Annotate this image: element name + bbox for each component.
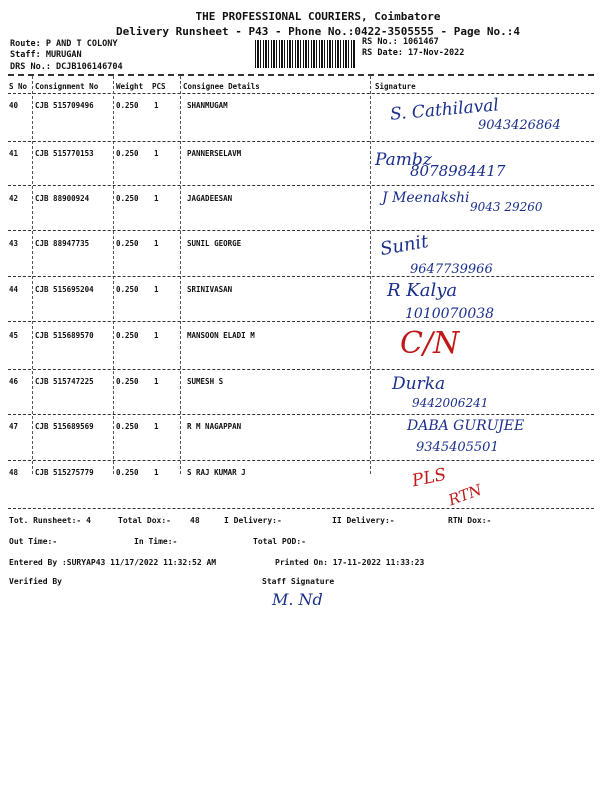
verified-by-label: Verified By: [9, 577, 62, 586]
row-pcs: 1: [154, 285, 159, 294]
row-signature-note: RTN: [445, 480, 485, 510]
company-name: THE PROFESSIONAL COURIERS, Coimbatore: [195, 10, 441, 23]
row-weight: 0.250: [116, 194, 139, 203]
row-consignment-no: CJB 515709496: [35, 101, 94, 110]
row-signature-phone: 9647739966: [410, 262, 493, 277]
col-header-pcs: PCS: [152, 82, 166, 91]
row-signature-name: Sunit: [378, 230, 430, 261]
row-signature-name: Durka: [392, 374, 446, 394]
row-consignee: S RAJ KUMAR J: [187, 468, 246, 477]
row-consignment-no: CJB 515695204: [35, 285, 94, 294]
entered-by: Entered By :SURYAP43 11/17/2022 11:32:52 AM: [9, 558, 217, 567]
col-header-signature: Signature: [375, 82, 416, 91]
row-divider: [8, 321, 594, 322]
row-signature-phone: 9043 29260: [470, 200, 543, 214]
row-pcs: 1: [154, 239, 159, 248]
out-time-label: Out Time:-: [9, 537, 58, 546]
barcode: [255, 40, 355, 68]
row-signature-name: DABA GURUJEE: [407, 418, 525, 434]
row-signature-phone: 1010070038: [405, 306, 495, 322]
row-consignment-no: CJB 515275779: [35, 468, 94, 477]
row-consignee: SHANMUGAM: [187, 101, 228, 110]
row-weight: 0.250: [116, 468, 139, 477]
row-signature-name: J Meenakshi: [382, 190, 470, 206]
row-weight: 0.250: [116, 331, 139, 340]
row-consignee: R M NAGAPPAN: [187, 422, 242, 431]
row-pcs: 1: [154, 377, 159, 386]
row-pcs: 1: [154, 101, 159, 110]
row-consignment-no: CJB 515689570: [35, 331, 94, 340]
row-pcs: 1: [154, 422, 159, 431]
in-time-label: In Time:-: [134, 537, 178, 546]
row-divider: [8, 185, 594, 186]
row-weight: 0.250: [116, 149, 139, 158]
total-pod-label: Total POD:-: [253, 537, 306, 546]
row-sno: 43: [9, 239, 19, 248]
row-divider: [8, 414, 594, 415]
ii-delivery-label: II Delivery:-: [332, 516, 395, 525]
row-weight: 0.250: [116, 101, 139, 110]
i-delivery-label: I Delivery:-: [224, 516, 282, 525]
row-consignment-no: CJB 88900924: [35, 194, 90, 203]
row-consignment-no: CJB 515747225: [35, 377, 94, 386]
row-consignment-no: CJB 88947735: [35, 239, 90, 248]
row-weight: 0.250: [116, 239, 139, 248]
rs-date: RS Date: 17-Nov-2022: [362, 48, 465, 58]
row-sno: 44: [9, 285, 19, 294]
staff-label: Staff: MURUGAN: [10, 50, 82, 60]
rs-number: RS No.: 1061467: [362, 37, 439, 47]
row-consignment-no: CJB 515689569: [35, 422, 94, 431]
row-signature-name: S. Cathilaval: [389, 95, 500, 125]
col-header-consignment: Consignment No: [35, 82, 99, 91]
header-divider: [8, 74, 594, 76]
row-signature-name: R Kalya: [387, 280, 458, 301]
row-sno: 46: [9, 377, 19, 386]
row-sno: 47: [9, 422, 19, 431]
row-sno: 48: [9, 468, 19, 477]
drs-number: DRS No.: DCJB106146704: [10, 62, 123, 72]
runsheet-title: Delivery Runsheet - P43 - Phone No.:0422-3505555 - Page No.:4: [116, 25, 520, 38]
row-divider: [8, 369, 594, 370]
row-pcs: 1: [154, 194, 159, 203]
row-consignee: SUMESH S: [187, 377, 224, 386]
row-divider: [8, 230, 594, 231]
row-consignee: SUNIL GEORGE: [187, 239, 242, 248]
row-consignee: MANSOON ELADI M: [187, 331, 255, 340]
row-weight: 0.250: [116, 285, 139, 294]
staff-signature-label: Staff Signature: [262, 577, 335, 586]
total-dox-label: Total Dox:-: [118, 516, 171, 525]
row-signature-phone: 9345405501: [416, 440, 499, 455]
row-pcs: 1: [154, 331, 159, 340]
row-sno: 40: [9, 101, 19, 110]
row-weight: 0.250: [116, 422, 139, 431]
row-pcs: 1: [154, 149, 159, 158]
row-sno: 41: [9, 149, 19, 158]
col-header-sno: S No: [9, 82, 28, 91]
total-dox-value: 48: [190, 516, 200, 525]
table-bottom-divider: [8, 508, 594, 509]
row-sno: 45: [9, 331, 19, 340]
column-header-divider: [8, 93, 594, 94]
row-signature-name: Pambz: [375, 150, 432, 170]
row-weight: 0.250: [116, 377, 139, 386]
row-divider: [8, 460, 594, 461]
row-divider: [8, 276, 594, 277]
total-runsheet: Tot. Runsheet:- 4: [9, 516, 91, 525]
row-divider: [8, 141, 594, 142]
rtn-dox-label: RTN Dox:-: [448, 516, 492, 525]
row-consignment-no: CJB 515770153: [35, 149, 94, 158]
col-header-weight: Weight: [116, 82, 144, 91]
row-consignee: PANNERSELAVM: [187, 149, 242, 158]
route-label: Route: P AND T COLONY: [10, 39, 118, 49]
row-signature-name: C/N: [400, 326, 460, 361]
col-header-consignee: Consignee Details: [183, 82, 260, 91]
staff-signature: M. Nd: [272, 590, 323, 609]
row-signature-phone: 9442006241: [412, 396, 489, 410]
printed-on: Printed On: 17-11-2022 11:33:23: [275, 558, 425, 567]
row-consignee: SRINIVASAN: [187, 285, 233, 294]
row-signature-phone: 8078984417: [410, 162, 506, 180]
row-pcs: 1: [154, 468, 159, 477]
row-sno: 42: [9, 194, 19, 203]
row-signature-phone: 9043426864: [478, 118, 561, 133]
row-signature-name: PLS: [410, 464, 449, 492]
row-consignee: JAGADEESAN: [187, 194, 233, 203]
